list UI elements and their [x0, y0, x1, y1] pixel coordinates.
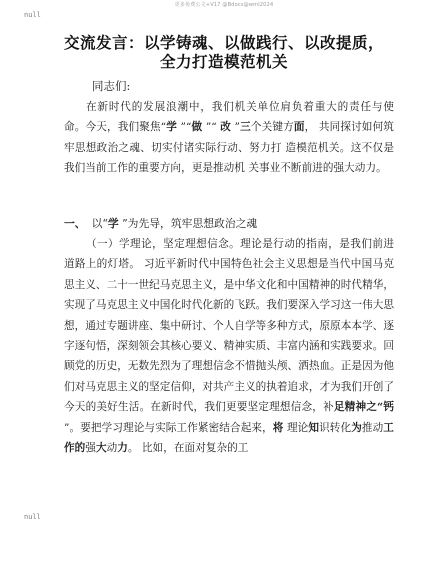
heading-open: 以“: [91, 217, 108, 230]
p1-text-e: 个关键方: [250, 121, 294, 134]
p2-bold-5: 工作的: [64, 421, 394, 455]
p2-text-h: 动: [106, 442, 118, 455]
salutation: 同志们:: [92, 79, 131, 93]
p2-text-i: 。 比如，在面对复杂的工: [127, 442, 249, 455]
footer-null-mark: null: [24, 513, 41, 521]
p1-keyword-xue: 学: [166, 121, 177, 134]
p2-bold-2: 将: [272, 421, 284, 434]
p2-text-c: 理论: [283, 421, 309, 434]
p1-keyword-mian: 面: [293, 121, 305, 134]
p1-keyword-zuo: 做: [191, 121, 203, 134]
document-title-line-2: 全力打造模范机关: [159, 52, 288, 71]
p2-text-a: （一）学理论，坚定理想信念。理论是行动的指南，是我们前进道路上的灯塔。 习近平新时代中国特色社会主义思想是当代中国马克思主义、二十一世纪马克思主义，是中华文化和中国精神的时代精华，实现了马克思主义中国化时代化新的飞跃。我们要深入学习这一伟大思想，通过专题讲座、集中研讨、个人自学等多种方式，原原本本学、逐字逐句悟，深刻领会其核心要义、精神实质、丰富内涵和实践要求。回顾党的历史，无数先烈为了理想信念不惜抛头颅、洒热血。正是因为他们对马克思主义的坚定信仰，对共产主义的执着追求，才为我们开创了今天的美好生活。在新时代，我们更要坚定理想信念，补: [64, 238, 394, 414]
document-title-line-1: 交流发言：以学铸魂、以做践行、以改提质，: [63, 33, 384, 52]
p2-bold-7: 力: [117, 442, 128, 455]
section-heading-1: [64, 217, 394, 231]
p2-bold-3: 知: [308, 421, 320, 434]
p2-bold-1: 足精神之“钙: [333, 401, 394, 414]
p2-text-b: ”。要把学习理论与实际工作紧密结合起来，: [64, 421, 273, 434]
p1-text-f: ， 共同探讨如何筑牢思想政治之魂、切实付诸实际行动、努力打 造模范机关。这不仅是我们当前工作的重要方向，更是推动机 关事业不断前进的强大动力。: [64, 121, 394, 175]
paragraph-intro: [64, 97, 394, 179]
p1-keyword-gai: 改: [220, 121, 232, 134]
p2-bold-4: 为: [351, 421, 362, 434]
p2-text-e: 推: [361, 421, 373, 434]
watermark-text: 更多免费公文+V17 @Bdocs@wml2024: [174, 2, 274, 8]
p1-text-a: 在新时代的发展浪潮中，我们机关单位肩负着重大的责任与使命。今天，我们聚焦“: [64, 101, 394, 134]
p1-text-d: ”: [231, 121, 240, 134]
p1-keyword-san: 三: [240, 121, 251, 134]
heading-keyword-xue: 学: [107, 217, 119, 230]
p1-text-c: ”“: [202, 121, 221, 134]
heading-rest: 为先导，筑牢思想政治之魂: [127, 217, 258, 230]
section-number: 一、: [64, 217, 86, 230]
header-null-mark: null: [24, 11, 41, 19]
p1-text-b: ”“: [177, 121, 192, 134]
p2-text-g: 强: [85, 442, 96, 455]
p2-text-d: 识转化: [319, 421, 352, 434]
heading-close: ”: [118, 217, 128, 230]
p2-bold-6: 大: [95, 442, 107, 455]
paragraph-theory: [64, 234, 394, 458]
p2-text-f: 动: [372, 421, 384, 434]
